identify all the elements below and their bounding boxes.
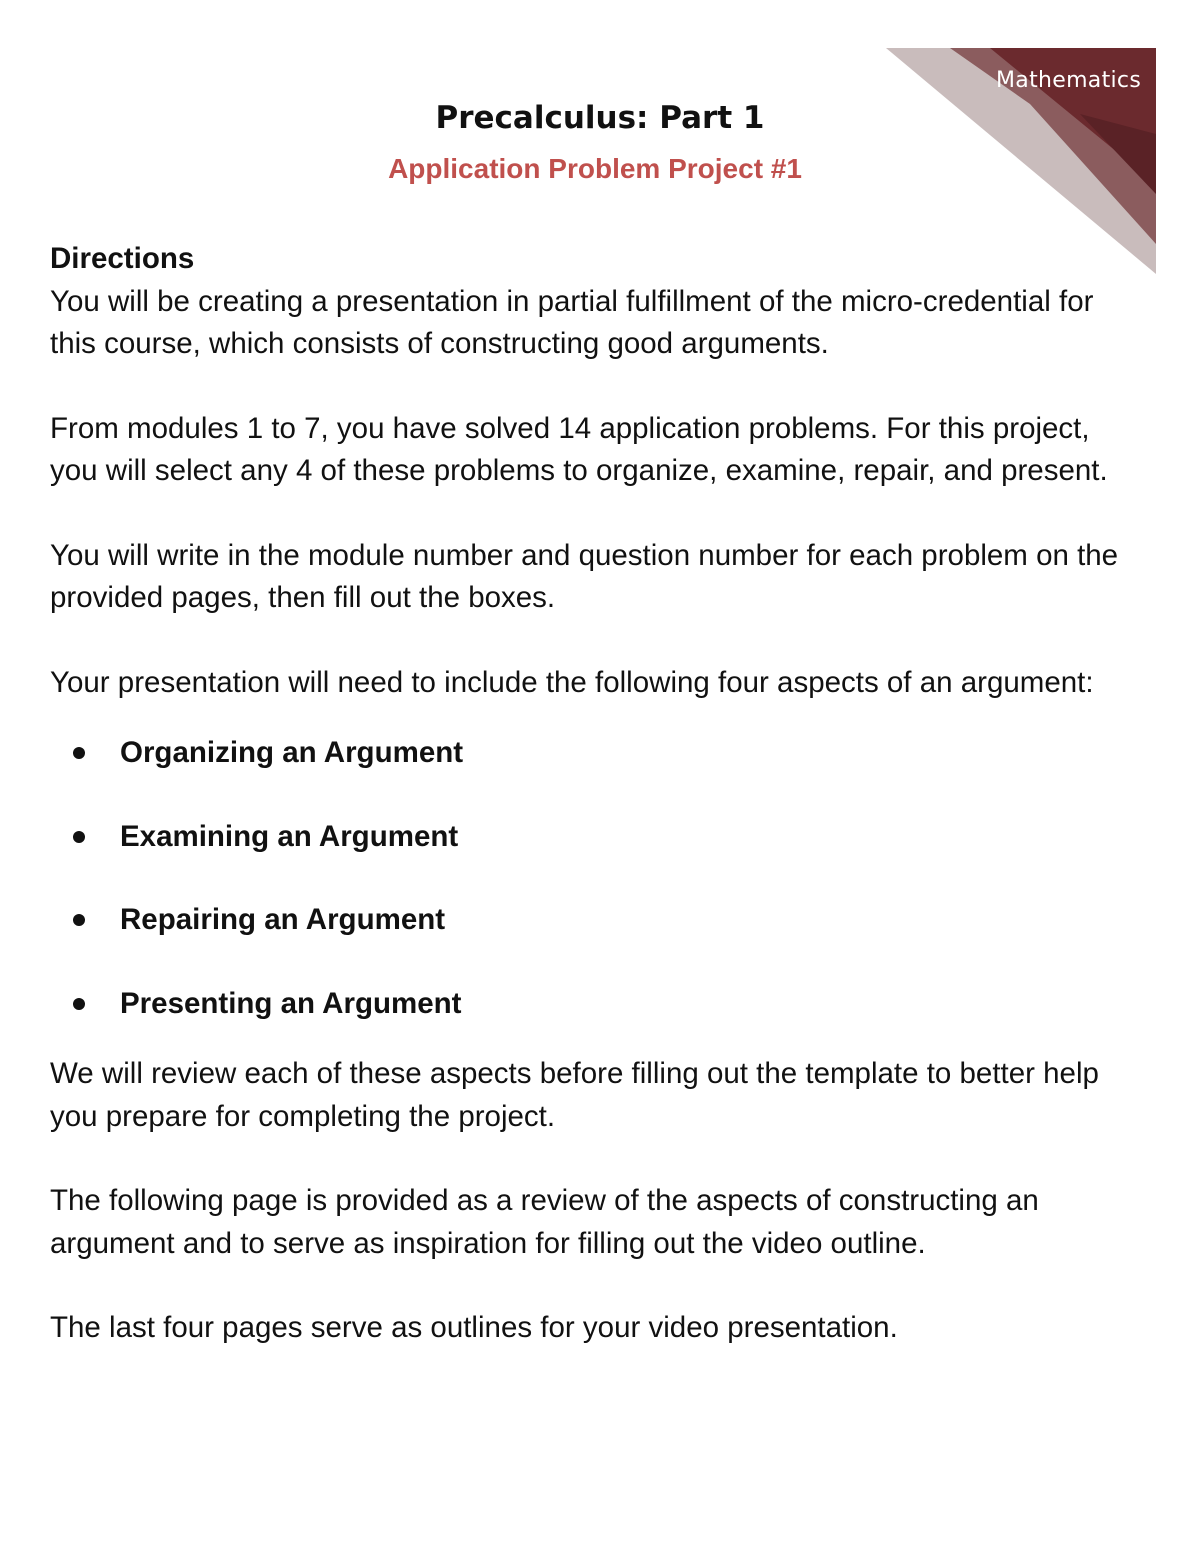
aspect-label: Presenting an Argument: [120, 986, 462, 1020]
directions-paragraph-1: You will be creating a presentation in partial fulfillment of the micro-credential for this course, which consists of constructing good arguments.: [50, 284, 1094, 360]
page-subtitle: Application Problem Project #1: [388, 153, 802, 184]
document-body: [50, 238, 1130, 1350]
aspect-item-repairing: [50, 899, 1130, 942]
corner-subject-label: Mathematics: [996, 68, 1142, 93]
directions-paragraph-2: From modules 1 to 7, you have solved 14 application problems. For this project, you will select any 4 of these problems to organize, examine, repair, and present.: [50, 411, 1108, 487]
closing-paragraph-3: The last four pages serve as outlines for your video presentation.: [50, 1311, 898, 1344]
aspect-item-examining: [50, 816, 1130, 859]
aspect-item-presenting: [50, 983, 1130, 1026]
aspect-label: Organizing an Argument: [120, 736, 464, 769]
aspect-label: Examining an Argument: [120, 819, 459, 853]
bullet-icon: [73, 747, 85, 759]
directions-heading: Directions: [50, 242, 195, 275]
page-title: Precalculus: Part 1: [435, 100, 765, 136]
aspects-list: [50, 732, 1130, 1025]
aspect-item-organizing: [50, 732, 1130, 775]
closing-paragraph-1: We will review each of these aspects before filling out the template to better help you prepare for completing the project.: [50, 1057, 1099, 1133]
aspect-label: Repairing an Argument: [120, 903, 446, 936]
directions-paragraph-4: Your presentation will need to include the following four aspects of an argument:: [50, 665, 1094, 699]
closing-paragraph-2: The following page is provided as a review of the aspects of constructing an argument and to serve as inspiration for filling out the video outline.: [50, 1184, 1039, 1260]
bullet-icon: [73, 998, 85, 1010]
bullet-icon: [73, 914, 85, 926]
directions-paragraph-3: You will write in the module number and question number for each problem on the provided pages, then fill out the boxes.: [50, 538, 1119, 614]
bullet-icon: [73, 831, 85, 843]
